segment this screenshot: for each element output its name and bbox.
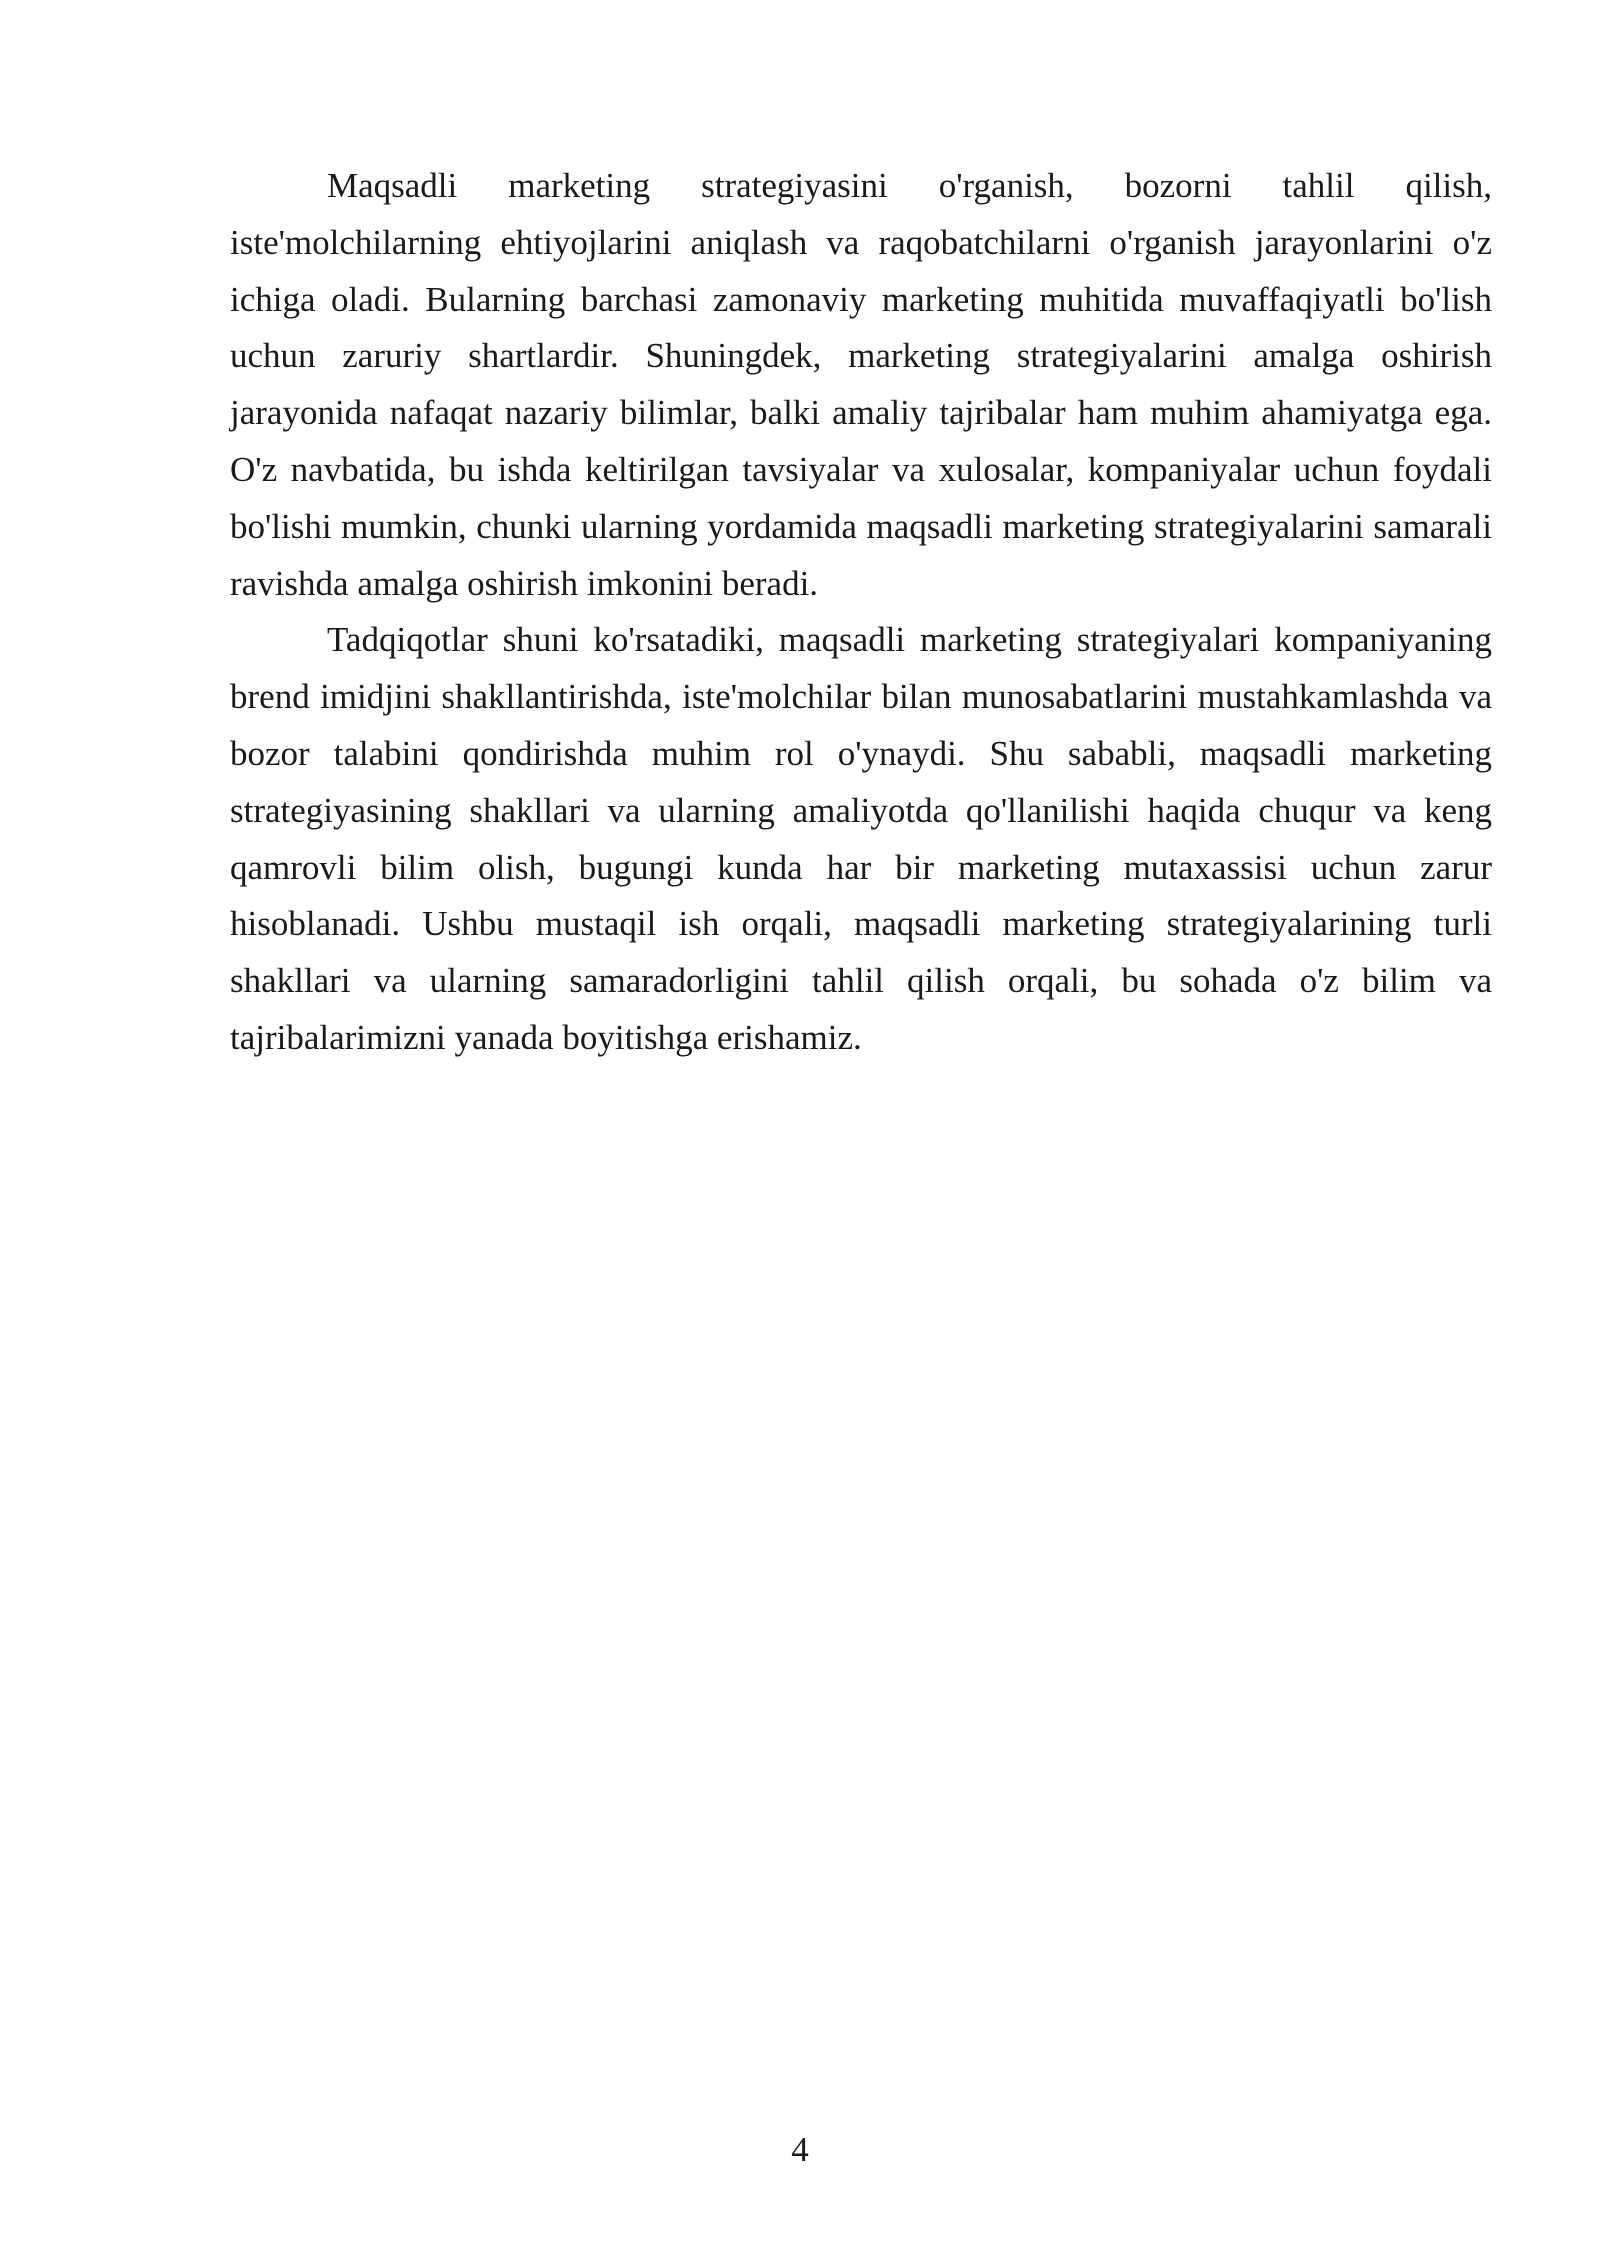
body-text (230, 158, 1492, 1067)
paragraph-1: Maqsadli marketing strategiyasini o'rganish, bozorni tahlil qilish, iste'molchilarning ehtiyojlarini aniqlash va raqobatchilarni o'rganish jarayonlarini o'z ichiga oladi. Bularning barchasi zamonaviy marketing muhitida muvaffaqiyatli bo'lish uchun zaruriy shartlardir. Shuningdek, marketing strategiyalarini amalga oshirish jarayonida nafaqat nazariy bilimlar, balki amaliy tajribalar ham muhim ahamiyatga ega. O'z navbatida, bu ishda keltirilgan tavsiyalar va xulosalar, kompaniyalar uchun foydali bo'lishi mumkin, chunki ularning yordamida maqsadli marketing strategiyalarini samarali ravishda amalga oshirish imkonini beradi. (230, 166, 1492, 603)
paragraph-2: Tadqiqotlar shuni ko'rsatadiki, maqsadli marketing strategiyalari kompaniyaning brend imidjini shakllantirishda, iste'molchilar bilan munosabatlarini mustahkamlashda va bozor talabini qondirishda muhim rol o'ynaydi. Shu sababli, maqsadli marketing strategiyasining shakllari va ularning amaliyotda qo'llanilishi haqida chuqur va keng qamrovli bilim olish, bugungi kunda har bir marketing mutaxassisi uchun zarur hisoblanadi. Ushbu mustaqil ish orqali, maqsadli marketing strategiyalarining turli shakllari va ularning samaradorligini tahlil qilish orqali, bu sohada o'z bilim va tajribalarimizni yanada boyitishga erishamiz. (230, 620, 1492, 1057)
page-number: 4 (791, 2130, 809, 2169)
